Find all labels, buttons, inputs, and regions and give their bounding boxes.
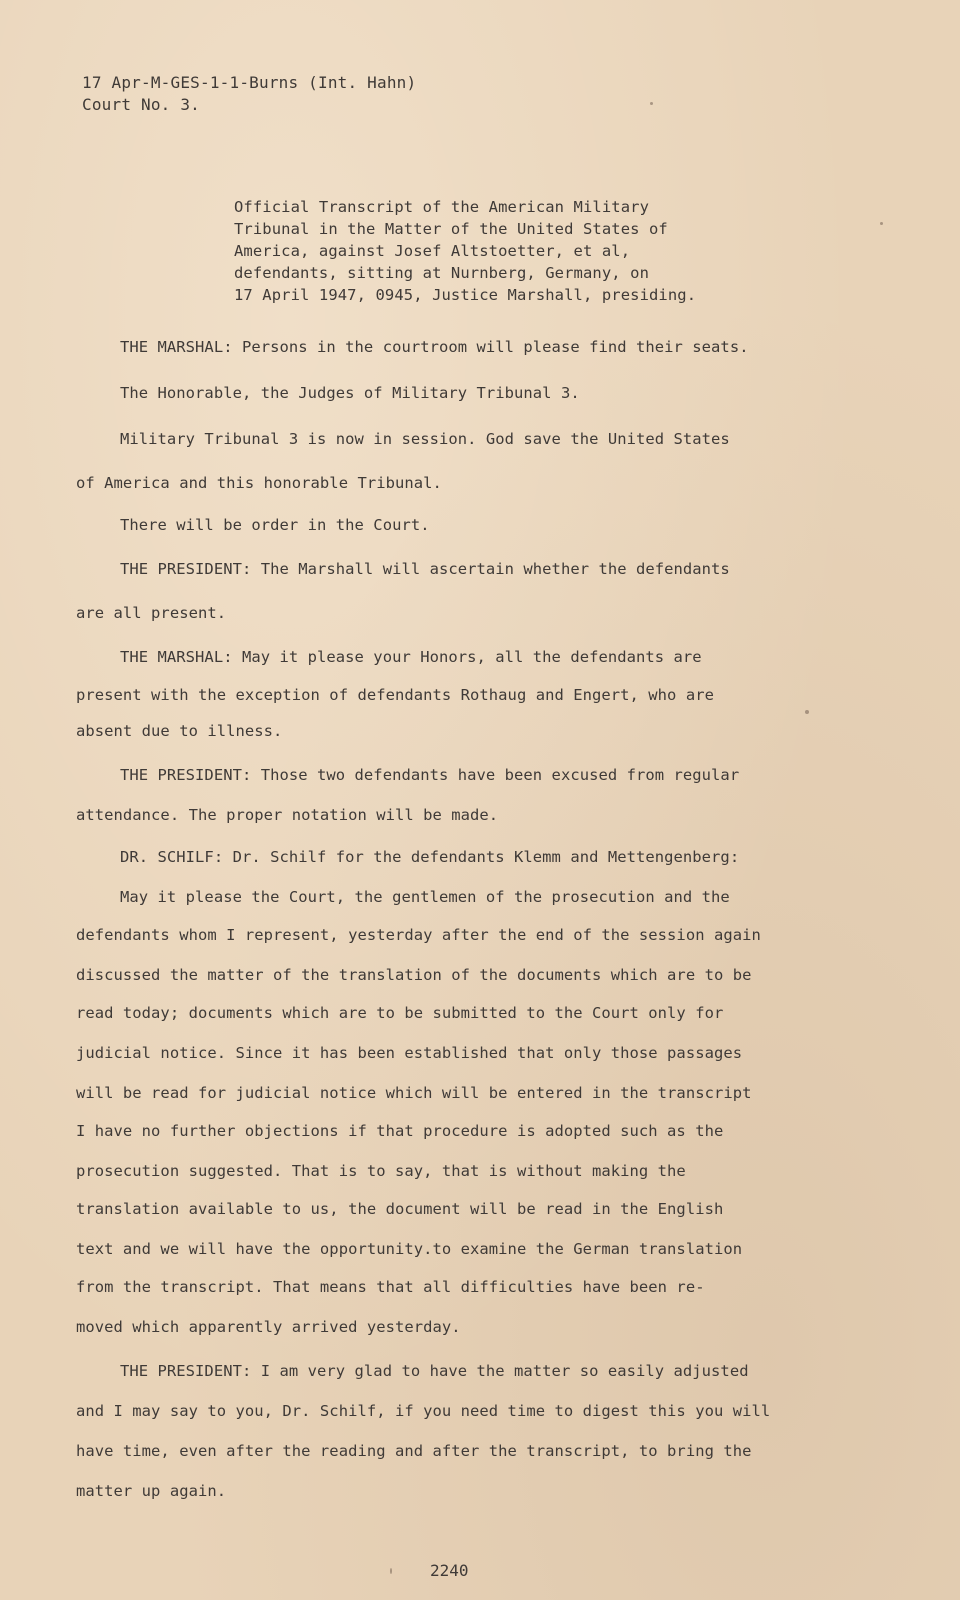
- document-header: [82, 72, 416, 116]
- body-line: present with the exception of defendants Rothaug and Engert, who are: [76, 686, 714, 704]
- paper-speck: [805, 710, 809, 714]
- body-line: THE PRESIDENT: Those two defendants have been excused from regular: [120, 766, 740, 784]
- body-line: DR. SCHILF: Dr. Schilf for the defendants Klemm and Mettengenberg:: [120, 848, 740, 866]
- paper-speck: [650, 102, 653, 105]
- body-line: THE MARSHAL: May it please your Honors, all the defendants are: [120, 648, 702, 666]
- paper-speck: [390, 1568, 392, 1574]
- body-line: THE PRESIDENT: The Marshall will ascertain whether the defendants: [120, 560, 730, 578]
- body-line: There will be order in the Court.: [120, 516, 430, 534]
- body-line: attendance. The proper notation will be made.: [76, 806, 499, 824]
- body-line: have time, even after the reading and after the transcript, to bring the: [76, 1442, 752, 1460]
- body-line: from the transcript. That means that all difficulties have been re-: [76, 1278, 705, 1296]
- caption-line: defendants, sitting at Nurnberg, Germany, on: [234, 264, 649, 282]
- body-line: matter up again.: [76, 1482, 227, 1500]
- body-line: will be read for judicial notice which will be entered in the transcript: [76, 1084, 752, 1102]
- page-number: 2240: [430, 1561, 469, 1580]
- body-line: and I may say to you, Dr. Schilf, if you need time to digest this you will: [76, 1402, 771, 1420]
- body-line: May it please the Court, the gentlemen of the prosecution and the: [120, 888, 730, 906]
- paper-speck: [880, 222, 883, 225]
- body-line: of America and this honorable Tribunal.: [76, 474, 442, 492]
- body-line: Military Tribunal 3 is now in session. God save the United States: [120, 430, 730, 448]
- caption-line: Official Transcript of the American Military: [234, 198, 649, 216]
- body-line: The Honorable, the Judges of Military Tribunal 3.: [120, 384, 580, 402]
- body-line: are all present.: [76, 604, 227, 622]
- body-line: absent due to illness.: [76, 722, 283, 740]
- body-line: THE MARSHAL: Persons in the courtroom will please find their seats.: [120, 338, 749, 356]
- header-reference: 17 Apr-M-GES-1-1-Burns (Int. Hahn): [82, 73, 417, 92]
- body-line: discussed the matter of the translation of the documents which are to be: [76, 966, 752, 984]
- caption-line: 17 April 1947, 0945, Justice Marshall, presiding.: [234, 286, 697, 304]
- caption-line: Tribunal in the Matter of the United States of: [234, 220, 668, 238]
- body-line: I have no further objections if that procedure is adopted such as the: [76, 1122, 724, 1140]
- body-line: judicial notice. Since it has been established that only those passages: [76, 1044, 743, 1062]
- body-line: translation available to us, the document will be read in the English: [76, 1200, 724, 1218]
- body-line: read today; documents which are to be submitted to the Court only for: [76, 1004, 724, 1022]
- body-line: text and we will have the opportunity.to examine the German translation: [76, 1240, 743, 1258]
- body-line: prosecution suggested. That is to say, that is without making the: [76, 1162, 686, 1180]
- body-line: THE PRESIDENT: I am very glad to have the matter so easily adjusted: [120, 1362, 749, 1380]
- header-court: Court No. 3.: [82, 95, 200, 114]
- transcript-caption: [234, 196, 874, 306]
- caption-line: America, against Josef Altstoetter, et al,: [234, 242, 631, 260]
- body-line: moved which apparently arrived yesterday.: [76, 1318, 461, 1336]
- body-line: defendants whom I represent, yesterday after the end of the session again: [76, 926, 761, 944]
